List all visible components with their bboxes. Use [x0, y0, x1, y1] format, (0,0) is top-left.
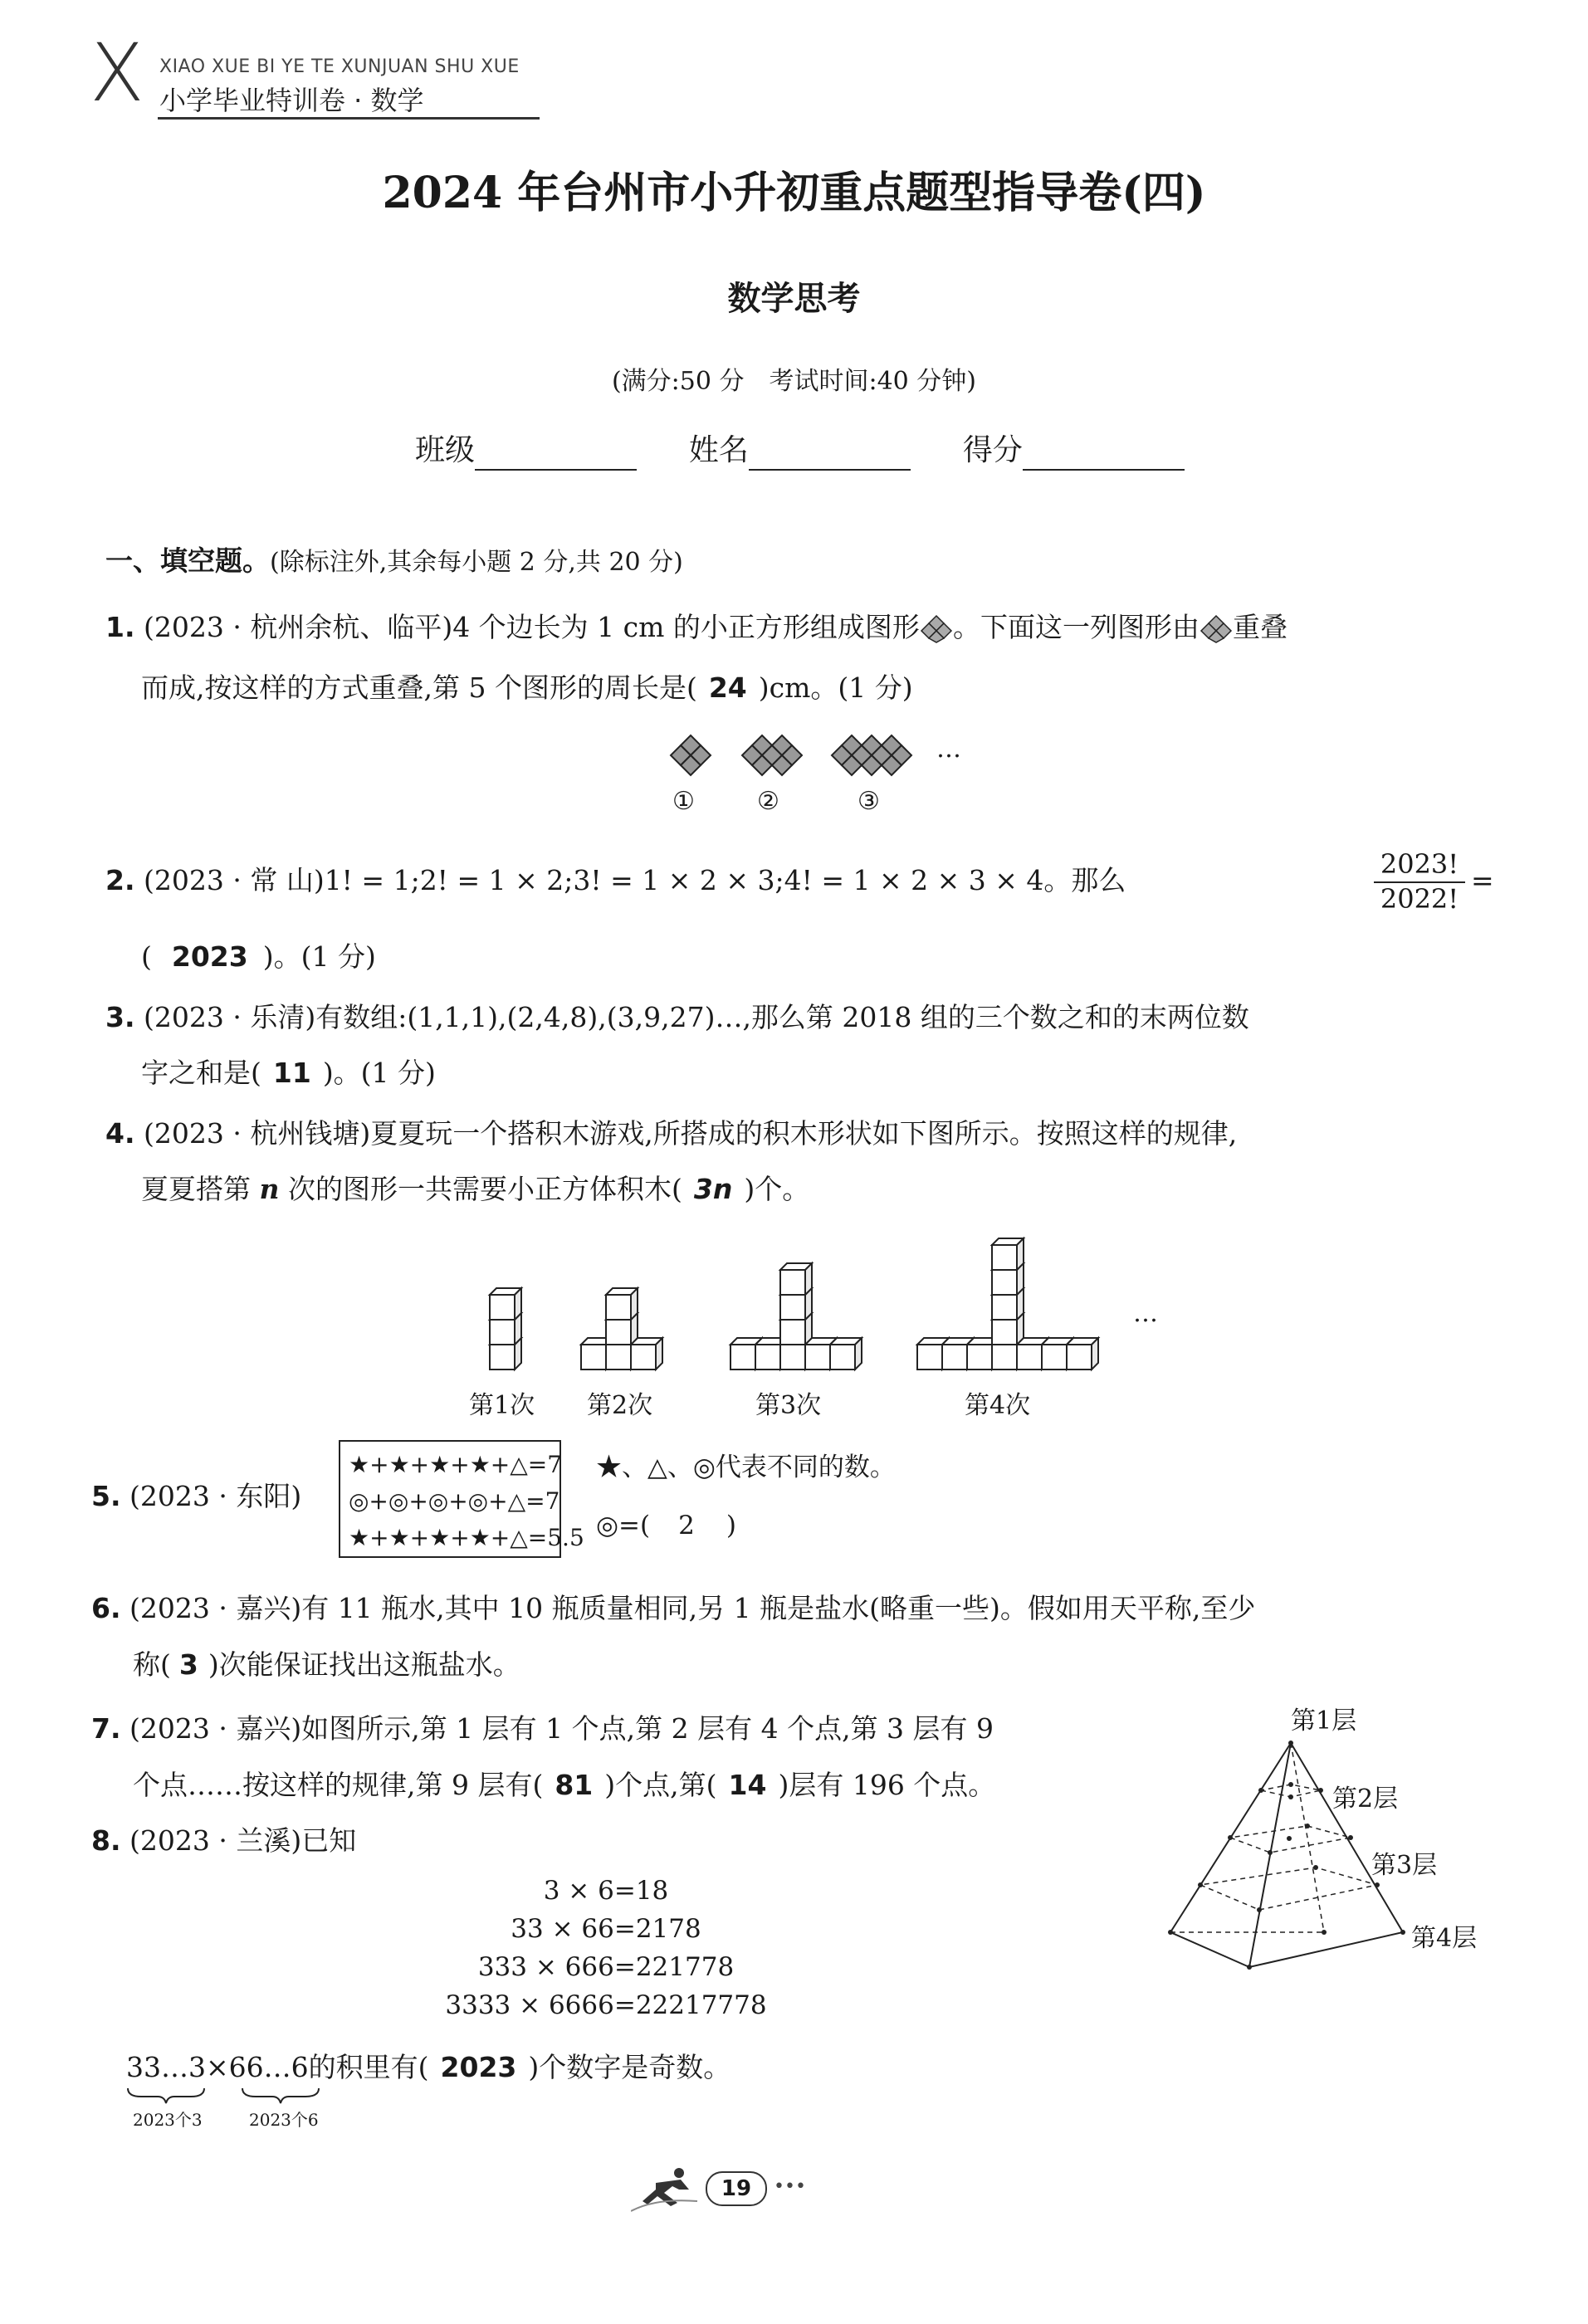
q7-text-d: )层有 196 个点。 — [778, 1769, 996, 1801]
score-field[interactable] — [1023, 441, 1185, 471]
q5-answer: 2 — [678, 1511, 695, 1540]
q7-line1 — [91, 1711, 994, 1747]
q1-line2 — [141, 671, 913, 706]
q4-text-c: 次的图形一共需要小正方体积木( — [288, 1173, 682, 1205]
header-pinyin: XIAO XUE BI YE TE XUNJUAN SHU XUE — [159, 56, 520, 77]
q1-text-e: )cm。(1 分) — [758, 671, 913, 704]
q5-ask-b: ) — [726, 1511, 736, 1540]
q5-ask-a: ◎=( — [596, 1511, 651, 1540]
q1-figure-3 — [828, 730, 928, 780]
q5-equation-box — [339, 1440, 584, 1558]
section-label: 一、填空题。 — [105, 544, 270, 577]
class-label: 班级 — [415, 433, 476, 467]
q4-figure-4 — [917, 1238, 1098, 1370]
q1-answer: 24 — [708, 671, 747, 704]
exam-info: (满分:50 分 考试时间:40 分钟) — [611, 367, 977, 396]
page-title: 2024 年台州市小升初重点题型指导卷(四) — [382, 168, 1206, 218]
q6-text-c: )次能保证找出这瓶盐水。 — [208, 1648, 520, 1681]
q7-text: (2023 · 嘉兴)如图所示,第 1 层有 1 个点,第 2 层有 4 个点,第 3 层有 9 — [129, 1712, 994, 1745]
q4-line2 — [141, 1172, 809, 1208]
q7-answer-1: 81 — [555, 1769, 594, 1801]
q7-layer-4: 第4层 — [1411, 1924, 1478, 1953]
q7-layer-1: 第1层 — [1291, 1706, 1357, 1736]
q2-eq: = — [1471, 864, 1494, 896]
q1-number: 1. — [105, 611, 135, 643]
q4-figure-1 — [490, 1288, 521, 1370]
q8-equations — [398, 1872, 814, 2024]
q7-answer-2: 14 — [728, 1769, 767, 1801]
q3-line2 — [141, 1056, 436, 1091]
header-series: 小学毕业特训卷 · 数学 — [159, 85, 424, 116]
q4-var: n — [259, 1173, 280, 1205]
q7-text-c: )个点,第( — [604, 1769, 717, 1801]
q4-caption-2: 第2次 — [587, 1391, 653, 1420]
q4-line1 — [105, 1116, 1237, 1152]
q4-text-b: 夏夏搭第 — [141, 1173, 251, 1205]
q4-ellipsis: … — [1133, 1299, 1158, 1328]
q4-figure-2 — [581, 1288, 662, 1370]
q3-text-c: )。(1 分) — [322, 1057, 436, 1089]
q2-close: )。(1 分) — [262, 940, 376, 973]
q4-caption-4: 第4次 — [965, 1391, 1031, 1420]
name-field[interactable] — [749, 441, 911, 471]
q8-braces — [126, 2085, 342, 2105]
diamond-shape-icon — [1200, 614, 1233, 644]
q2-frac-numerator: 2023! — [1374, 848, 1465, 883]
q5-number: 5. — [91, 1480, 121, 1512]
q2-number: 2. — [105, 864, 135, 896]
q6-text: (2023 · 嘉兴)有 11 瓶水,其中 10 瓶质量相同,另 1 瓶是盐水(略重一些)。假如用天平称,至少 — [129, 1592, 1256, 1624]
q8-text-a: 的积里有( — [308, 2051, 429, 2083]
q3-text-b: 字之和是( — [141, 1057, 261, 1089]
footer-dots: ••• — [774, 2176, 806, 2197]
q1-figure-2 — [739, 730, 822, 780]
q7-number: 7. — [91, 1712, 121, 1745]
q2-answer: 2023 — [171, 940, 248, 973]
q5-eq-1: ★+★+★+★+△=7 — [349, 1451, 563, 1478]
q1-figure-1 — [671, 735, 711, 775]
q6-number: 6. — [91, 1592, 121, 1624]
q8-eq-4: 3333 × 6666=22217778 — [445, 1990, 767, 2020]
q8-number: 8. — [91, 1824, 121, 1857]
q2-fraction — [1374, 848, 1465, 915]
q8-eq-3: 333 × 666=221778 — [477, 1952, 735, 1982]
q8-expr-a: 33…3 — [126, 2051, 206, 2083]
q5-source: (2023 · 东阳) — [129, 1480, 302, 1512]
q8-question — [126, 2050, 730, 2086]
q2-line2 — [141, 940, 376, 975]
q1-text-c: 重叠 — [1232, 611, 1288, 643]
q6-answer: 3 — [178, 1648, 198, 1681]
q8-answer: 2023 — [440, 2051, 517, 2083]
q3-text: (2023 · 乐清)有数组:(1,1,1),(2,4,8),(3,9,27)…,那么第 2018 组的三个数之和的末两位数 — [144, 1001, 1249, 1033]
q4-number: 4. — [105, 1117, 135, 1150]
q3-answer: 11 — [272, 1057, 311, 1089]
diamond-shape-icon — [920, 614, 953, 644]
q2-text: (2023 · 常 山)1! = 1;2! = 1 × 2;3! = 1 × 2 × 3;4! = 1 × 2 × 3 × 4。那么 — [144, 864, 1126, 896]
q1-label-3: ③ — [858, 787, 880, 816]
q8-source: (2023 · 兰溪)已知 — [129, 1824, 357, 1857]
runner-logo-icon — [631, 2165, 706, 2214]
q2-open: ( — [141, 940, 152, 973]
q8-brace-label-b: 2023个6 — [249, 2110, 319, 2130]
q8-brace-label-a: 2023个3 — [133, 2110, 203, 2130]
q7-text-b: 个点……按这样的规律,第 9 层有( — [133, 1769, 544, 1801]
q4-caption-3: 第3次 — [755, 1391, 822, 1420]
header-logo-x: X — [90, 27, 144, 120]
section-note: (除标注外,其余每小题 2 分,共 20 分) — [270, 548, 683, 577]
q5-note: ★、△、◎代表不同的数。 — [596, 1452, 896, 1482]
q6-line2 — [133, 1648, 520, 1683]
q8-text-b: )个数字是奇数。 — [528, 2051, 731, 2083]
q1-label-1: ① — [672, 787, 695, 816]
q5-line — [91, 1479, 301, 1515]
page-number: 19 — [706, 2171, 767, 2206]
q5-ask — [596, 1509, 736, 1542]
q6-text-b: 称( — [133, 1648, 171, 1681]
class-field[interactable] — [475, 441, 637, 471]
q8-expr-b: 66…6 — [228, 2051, 309, 2083]
q8-times: × — [206, 2051, 229, 2083]
q1-label-2: ② — [757, 787, 779, 816]
q7-layer-3: 第3层 — [1371, 1851, 1438, 1880]
q4-caption-1: 第1次 — [469, 1391, 535, 1420]
page-subtitle: 数学思考 — [727, 280, 861, 318]
q5-eq-2: ◎+◎+◎+◎+△=7 — [349, 1487, 560, 1515]
q7-layer-2: 第2层 — [1332, 1784, 1399, 1814]
q3-line1 — [105, 1000, 1249, 1036]
q1-line1 — [105, 610, 1288, 646]
section-heading — [105, 544, 683, 579]
q7-line2 — [133, 1768, 995, 1804]
q2-line1 — [105, 863, 1126, 899]
q4-text-d: )个。 — [744, 1173, 810, 1205]
header-rule — [158, 117, 540, 120]
q1-text-a: (2023 · 杭州余杭、临平)4 个边长为 1 cm 的小正方形组成图形 — [144, 611, 920, 643]
q1-text-d: 而成,按这样的方式重叠,第 5 个图形的周长是( — [141, 671, 697, 704]
q4-cube-figures — [465, 1237, 1146, 1394]
q2-frac-denominator: 2022! — [1380, 883, 1459, 915]
q6-line1 — [91, 1591, 1255, 1627]
q1-ellipsis: … — [936, 735, 961, 764]
student-fields — [415, 432, 1185, 471]
q4-figure-3 — [730, 1263, 862, 1370]
q4-text: (2023 · 杭州钱塘)夏夏玩一个搭积木游戏,所搭成的积木形状如下图所示。按照这样的规律, — [144, 1117, 1238, 1150]
q1-text-b: 。下面这一列图形由 — [952, 611, 1200, 643]
q8-line1 — [91, 1824, 356, 1859]
q8-eq-2: 33 × 66=2178 — [511, 1914, 701, 1944]
name-label: 姓名 — [688, 433, 749, 467]
q8-eq-1: 3 × 6=18 — [543, 1876, 669, 1906]
score-label: 得分 — [962, 433, 1023, 467]
q5-eq-3: ★+★+★+★+△=5.5 — [349, 1524, 584, 1551]
q3-number: 3. — [105, 1001, 135, 1033]
q4-answer: 3n — [693, 1173, 733, 1205]
